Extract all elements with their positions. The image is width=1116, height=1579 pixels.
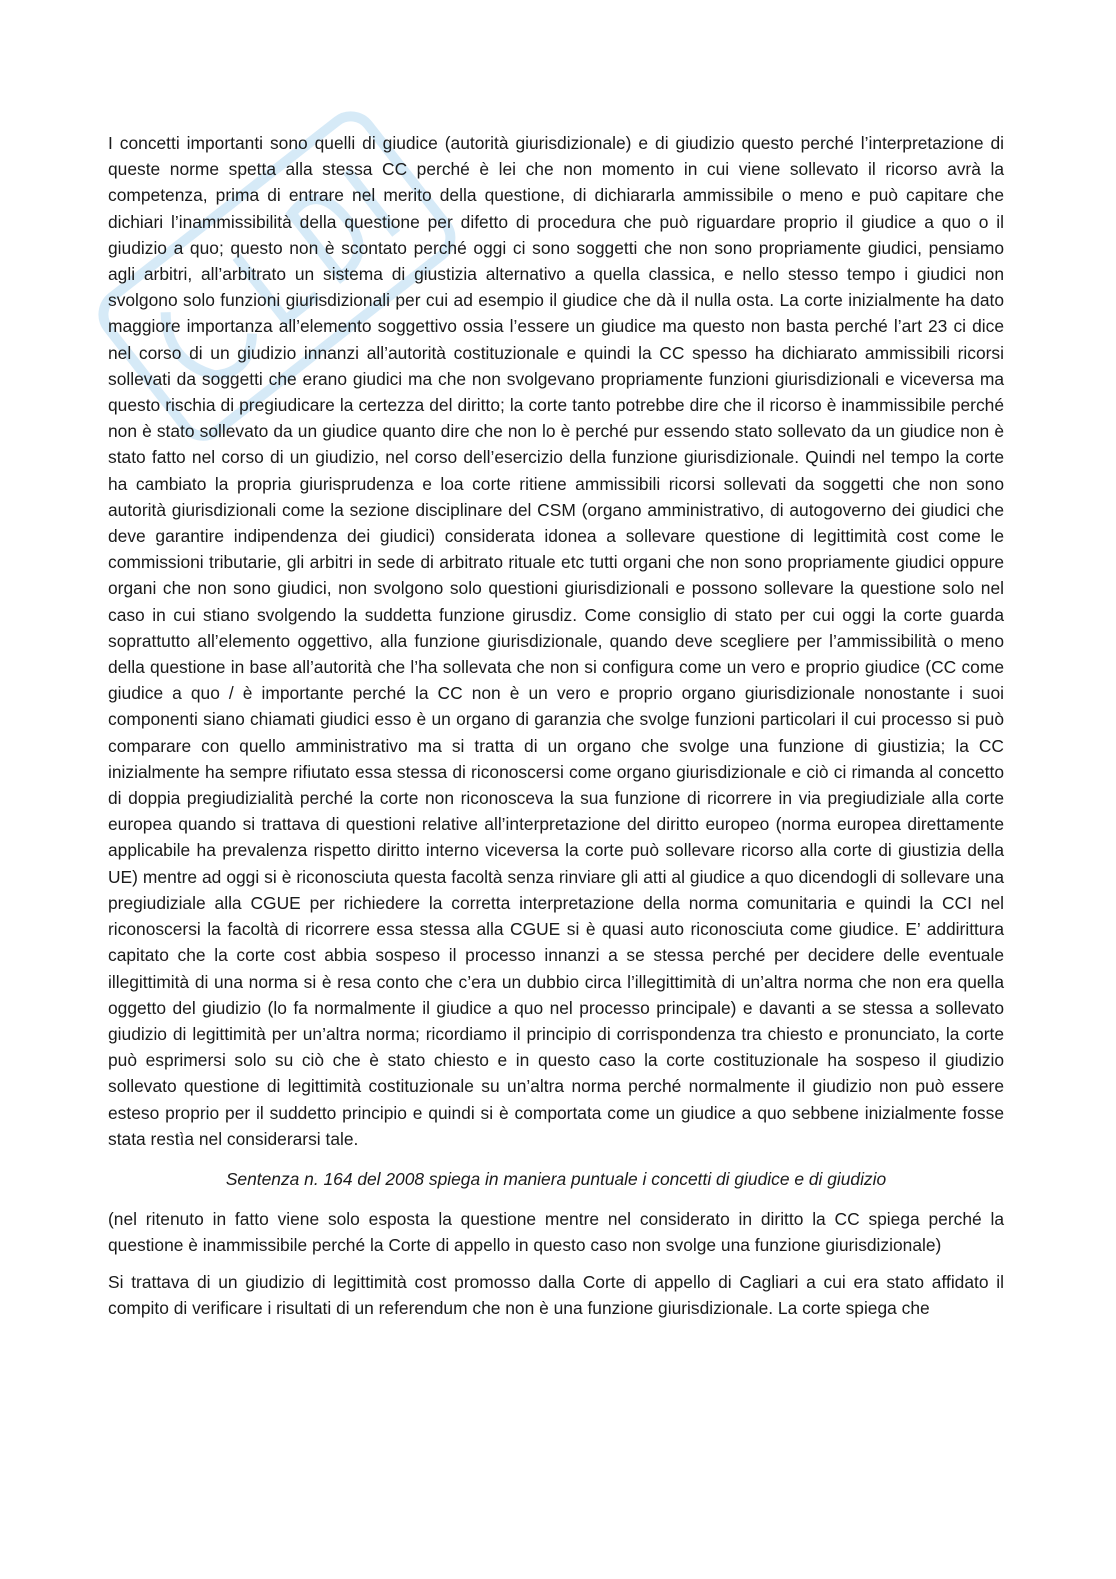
paragraph-case: Si trattava di un giudizio di legittimità cost promosso dalla Corte di appello di Cagliari a cui era stato affidato il compito di verificare i risultati di un referendum che non è una funzione giurisdizionale. La corte spiega che (108, 1271, 1004, 1318)
sentence-reference-heading: Sentenza n. 164 del 2008 spiega in maniera puntuale i concetti di giudice e di giudizio (225, 1168, 887, 1189)
document-body (108, 130, 1004, 1331)
paragraph-note: (nel ritenuto in fatto viene solo esposta la questione mentre nel considerato in diritto la CC spiega perché la questione è inammissibile perché la Corte di appello in questo caso non svolge una funzione giurisdizionale) (108, 1209, 1004, 1256)
paragraph-main: I concetti importanti sono quelli di giudice (autorità giurisdizionale) e di giudizio questo perché l’interpretazione di queste norme spetta alla stessa CC perché è lei che non momento in cui viene sollevato il ricorso avrà la competenza, prima di entrare nel merito della questione, di dichiararla ammissibile o meno e può capitare che dichiari l’inammissibilità della questione per difetto di procedura che può riguardare proprio il giudice a quo o il giudizio a quo; questo non è scontato perché oggi ci sono soggetti che non sono propriamente giudici, pensiamo agli arbitri, all’arbitrato un sistema di giustizia alternativo a quella classica, e nello stesso tempo i giudici non svolgono solo funzioni giurisdizionali per cui ad esempio il giudice che dà il nulla osta. La corte inizialmente ha dato maggiore importanza all’elemento soggettivo ossia l’essere un giudice ma questo non basta perché l’art 23 ci dice nel corso di un giudizio innanzi all’autorità costituzionale e quindi la CC spesso ha dichiarato ammissibili ricorsi sollevati da soggetti che erano giudici ma che non svolgevano propriamente funzioni giurisdizionali e viceversa ma questo rischia di pregiudicare la certezza del diritto; la corte tanto potrebbe dire che il ricorso è inammissibile perché non è stato sollevato da un giudice quanto dire che non lo è perché pur essendo stato sollevato da un giudice non è stato fatto nel corso di un giudizio, nel corso dell’esercizio della funzione giurisdizionale. Quindi nel tempo la corte ha cambiato la propria giurisprudenza e loa corte ritiene ammissibili ricorsi sollevati da soggetti che non sono autorità giurisdizionali come la sezione disciplinare del CSM (organo amministrativo, di autogoverno dei giudici che deve garantire indipendenza dei giudici) considerata idonea a sollevare questione di legittimità cost come le commissioni tributarie, gli arbitri in sede di arbitrato rituale etc tutti organi che non sono propriamente giudici oppure organi che non sono giudici, non svolgono solo questioni giurisdizionali e possono sollevare la questione solo nel caso in cui stiano svolgendo la suddetta funzione girusdiz. Come consiglio di stato per cui oggi la corte guarda soprattutto all’elemento oggettivo, alla funzione giurisdizionale, quando deve scegliere per l’ammissibilità o meno della questione in base all’autorità che l’ha sollevata che non si configura come un vero e proprio giudice (CC come giudice a quo / è importante perché la CC non è un vero e proprio organo giurisdizionale nonostante i suoi componenti siano chiamati giudici esso è un organo di garanzia che svolge funzioni particolari il cui processo si può comparare con quello amministrativo ma si tratta di un organo che svolge una funzione di giustizia; la CC inizialmente ha sempre rifiutato essa stessa di riconoscersi come organo giurisdizionale e ciò ci rimanda al concetto di doppia pregiudizialità perché la corte non riconosceva la sua funzione di ricorrere in via pregiudiziale alla corte europea quando si trattava di questioni relative all’interpretazione del diritto europeo (norma europea direttamente applicabile ha prevalenza rispetto diritto interno viceversa la corte può sollevare ricorso alla corte di giustizia della UE) mentre ad oggi si è riconosciuta questa facoltà senza rinviare gli atti al giudice a quo dicendogli di sollevare una pregiudiziale alla CGUE per richiedere la corretta interpretazione della norma comunitaria e quindi la CCI nel riconoscersi la facoltà di ricorrere essa stessa alla CGUE si è quasi auto riconosciuta come giudice. E’ addirittura capitato che la corte cost abbia sospeso il processo innanzi a se stessa perché per decidere delle eventuale illegittimità di una norma si è resa conto che c’era un dubbio circa l’illegittimità di un’altra norma che non era quella oggetto del giudizio (lo fa normalmente il giudice a quo nel processo principale) e davanti a se stessa a sollevato giudizio di legittimità per un’altra norma; ricordiamo il principio di corrispondenza tra chiesto e pronunciato, la corte può esprimersi solo su ciò che è stato chiesto e in questo caso la corte costituzionale ha sospeso il giudizio sollevato questione di legittimità costituzionale su un’altra norma perché normalmente il giudizio non può essere esteso proprio per il suddetto principio e quindi si è comportata come un giudice a quo sebbene inizialmente fosse stata restìa nel considerarsi tale. (108, 133, 1004, 1149)
